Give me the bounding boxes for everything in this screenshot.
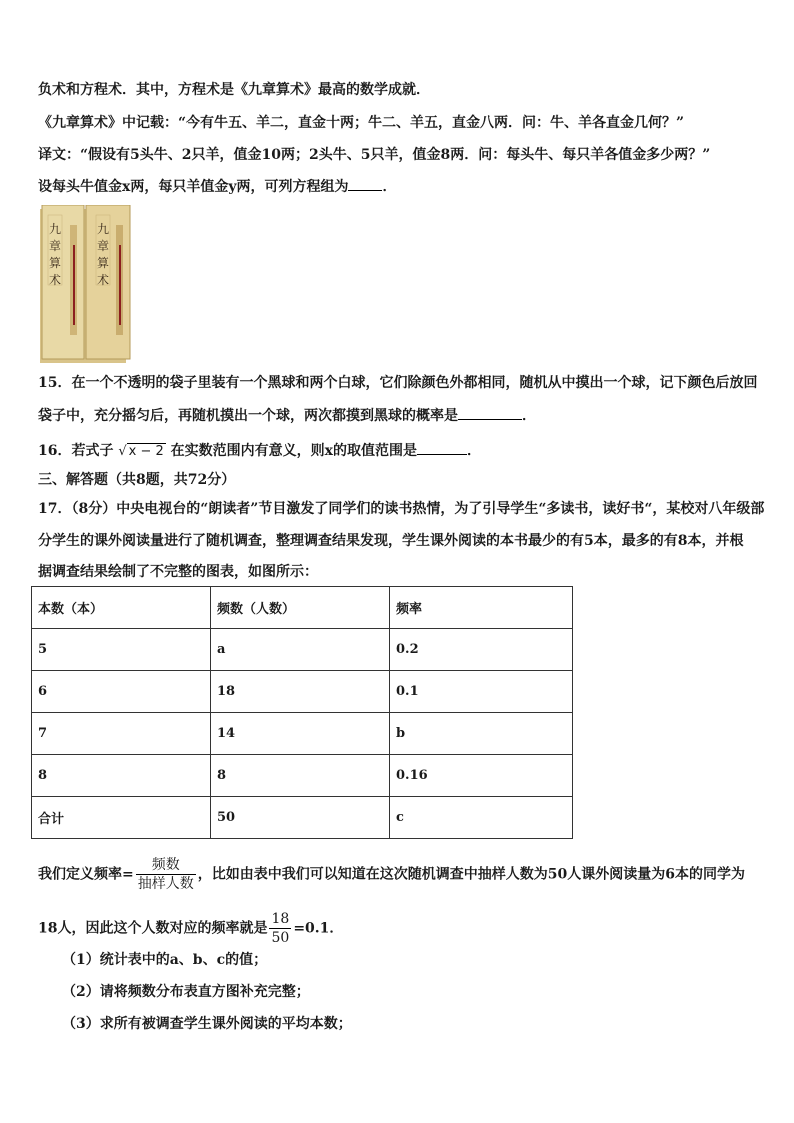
book-title-glyph: 章 [96, 239, 110, 253]
sqrt-radicand: x − 2 [128, 444, 164, 459]
q14-question-text: 设每头牛值金x两，每只羊值金y两，可列方程组为 [38, 179, 349, 195]
q14-record: 《九章算术》中记载：“今有牛五、羊二，直金十两；牛二、羊五，直金八两．问：牛、羊各直金几何？” [38, 115, 685, 131]
definition-prefix: 我们定义频率= [38, 866, 134, 883]
table-total-row [32, 797, 573, 839]
q17-sub2: （2）请将频数分布表直方图补充完整； [62, 984, 310, 1000]
fraction-numerator: 18 [271, 911, 290, 927]
table-header-cell: 频数（人数） [211, 587, 390, 629]
q17-sub3: （3）求所有被调查学生课外阅读的平均本数； [62, 1016, 352, 1032]
book-title-glyph: 算 [96, 256, 110, 270]
table-cell: a [211, 629, 390, 671]
intro-line: 负术和方程术．其中，方程术是《九章算术》最高的数学成就． [38, 82, 430, 98]
q16-line [38, 440, 481, 462]
q16-prefix: 16．若式子 [38, 443, 114, 459]
table-row [32, 755, 573, 797]
q15-line2 [38, 405, 536, 426]
fraction-denominator: 抽样人数 [137, 876, 194, 892]
table-header-cell: 本数（本） [32, 587, 211, 629]
q17-line2: 分学生的课外阅读量进行了随机调查，整理调查结果发现，学生课外阅读的本书最少的有5本，最多的有8本，并根 [38, 533, 744, 549]
table-cell: 6 [32, 671, 211, 713]
q17-line3: 据调查结果绘制了不完整的图表，如图所示： [38, 564, 318, 580]
example-prefix: 18人，因此这个人数对应的频率就是 [38, 920, 268, 937]
table-cell: 0.16 [390, 755, 573, 797]
q17-definition [38, 856, 745, 893]
table-cell: 14 [211, 713, 390, 755]
table-cell: 5 [32, 629, 211, 671]
table-cell: 7 [32, 713, 211, 755]
section-heading: 三、解答题（共8题，共72分） [38, 472, 236, 488]
q15-line2-end: ． [522, 408, 536, 424]
table-header-cell: 频率 [390, 587, 573, 629]
table-cell: b [390, 713, 573, 755]
q14-translation: 译文：“假设有5头牛、2只羊，值金10两；2头牛、5只羊，值金8两．问：每头牛、每只羊各值金多少两？” [38, 147, 711, 163]
answer-blank[interactable] [417, 440, 467, 455]
table-cell: 50 [211, 797, 390, 839]
answer-blank[interactable] [348, 176, 382, 191]
table-cell: c [390, 797, 573, 839]
example-fraction [269, 910, 291, 947]
q14-question [38, 176, 396, 197]
frequency-table [31, 586, 573, 839]
table-row [32, 713, 573, 755]
q14-question-end: ． [382, 179, 397, 195]
example-suffix: =0.1． [293, 920, 344, 937]
fraction-denominator: 50 [271, 930, 290, 946]
table-cell: 0.1 [390, 671, 573, 713]
definition-suffix: ，比如由表中我们可以知道在这次随机调查中抽样人数为50人课外阅读量为6本的同学为 [197, 866, 745, 883]
q16-middle: 在实数范围内有意义，则x的取值范围是 [170, 443, 418, 459]
table-row [32, 671, 573, 713]
book-title-glyph: 术 [48, 273, 62, 287]
table-cell: 0.2 [390, 629, 573, 671]
fraction-numerator: 频数 [136, 856, 196, 875]
q17-sub1: （1）统计表中的a、b、c的值； [62, 952, 268, 968]
sqrt-expression: √ x − 2 [118, 444, 164, 459]
book-title-glyph: 九 [96, 222, 110, 236]
frequency-fraction [136, 856, 196, 893]
table-cell: 合计 [32, 797, 211, 839]
q17-line1: 17．（8分）中央电视台的“朗读者”节目激发了同学们的读书热情，为了引导学生“多读书，读好书“，某校对八年级部 [38, 501, 765, 517]
q15-line1: 15．在一个不透明的袋子里装有一个黑球和两个白球，它们除颜色外都相同，随机从中摸出一个球，记下颜色后放回 [38, 375, 758, 391]
q16-end: ． [467, 443, 482, 459]
book-title-glyph: 术 [96, 273, 110, 287]
q15-line2-text: 袋子中，充分摇匀后，再随机摸出一个球，两次都摸到黑球的概率是 [38, 408, 458, 424]
book-title-glyph: 章 [48, 239, 62, 253]
book-title-glyph: 九 [48, 222, 62, 236]
book-cover-image [40, 205, 132, 363]
q17-example [38, 910, 343, 947]
table-cell: 8 [32, 755, 211, 797]
table-row [32, 629, 573, 671]
answer-blank[interactable] [458, 405, 522, 420]
table-cell: 8 [211, 755, 390, 797]
book-title-glyph: 算 [48, 256, 62, 270]
table-cell: 18 [211, 671, 390, 713]
table-header-row [32, 587, 573, 629]
